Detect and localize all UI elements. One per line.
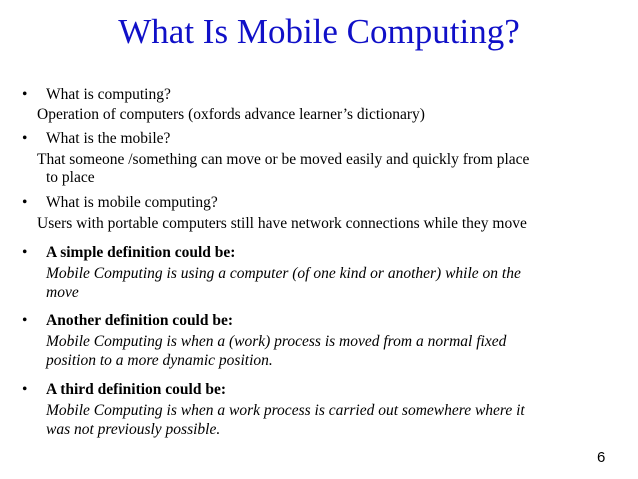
definition-another-line1: Mobile Computing is when a (work) process is moved from a normal fixed — [46, 333, 507, 350]
bullet-marker: • — [22, 312, 28, 329]
definition-heading-another: Another definition could be: — [46, 312, 234, 329]
question-computing: What is computing? — [46, 86, 171, 103]
definition-another-line2: position to a more dynamic position. — [46, 352, 273, 369]
page-number: 6 — [597, 449, 606, 466]
definition-third-line1: Mobile Computing is when a work process is carried out somewhere where it — [46, 402, 525, 419]
bullet-marker: • — [22, 86, 28, 103]
bullet-marker: • — [22, 130, 28, 147]
answer-mobile-computing: Users with portable computers still have network connections while they move — [37, 215, 527, 232]
answer-mobile-line1: That someone /something can move or be moved easily and quickly from place — [37, 151, 530, 168]
question-mobile-computing: What is mobile computing? — [46, 194, 218, 211]
bullet-marker: • — [22, 244, 28, 261]
bullet-marker: • — [22, 194, 28, 211]
question-mobile: What is the mobile? — [46, 130, 171, 147]
definition-third-line2: was not previously possible. — [46, 421, 221, 438]
definition-simple-line2: move — [46, 284, 79, 301]
answer-computing: Operation of computers (oxfords advance learner’s dictionary) — [37, 106, 425, 123]
definition-heading-third: A third definition could be: — [46, 381, 226, 398]
definition-heading-simple: A simple definition could be: — [46, 244, 236, 261]
answer-mobile-line2: to place — [46, 169, 95, 186]
definition-simple-line1: Mobile Computing is using a computer (of one kind or another) while on the — [46, 265, 521, 282]
bullet-marker: • — [22, 381, 28, 398]
slide-title: What Is Mobile Computing? — [118, 12, 520, 51]
